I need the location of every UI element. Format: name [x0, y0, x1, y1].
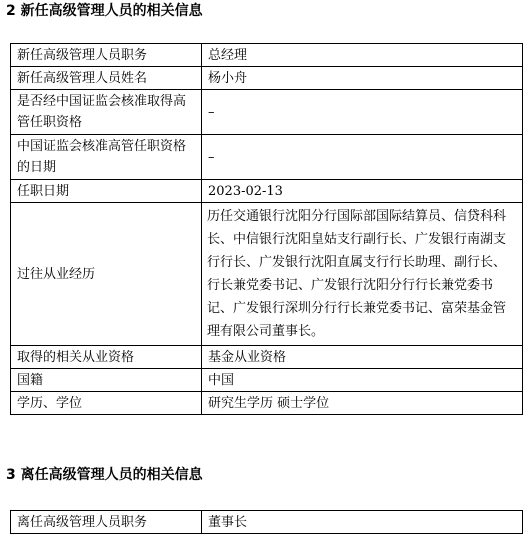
row-value-experience: 历任交通银行沈阳分行国际部国际结算员、信贷科科长、中信银行沈阳皇姑支行副行长、广发银行南湖支行行长、广发银行沈阳直属支行行长助理、副行长、行长兼党委书记、广发银行沈阳分行行长兼党委书记、广发银行深圳分行行长兼党委书记、富荣基金管理有限公司董事长。 [202, 203, 523, 346]
row-value-departing-position: 董事长 [202, 511, 523, 534]
row-label-approval: 是否经中国证监会核准取得高管任职资格 [11, 90, 202, 135]
row-label-experience: 过往从业经历 [11, 203, 202, 346]
table-row [11, 369, 523, 392]
table-row [11, 511, 523, 534]
new-manager-info-table [10, 43, 523, 415]
row-label-position: 新任高级管理人员职务 [11, 44, 202, 67]
row-label-nationality: 国籍 [11, 369, 202, 392]
row-value-position: 总经理 [202, 44, 523, 67]
table-row [11, 44, 523, 67]
table-row [11, 67, 523, 90]
table-row [11, 180, 523, 203]
section-3-heading: 3 离任高级管理人员的相关信息 [6, 467, 203, 483]
row-label-approval-date: 中国证监会核准高管任职资格的日期 [11, 135, 202, 180]
row-label-name: 新任高级管理人员姓名 [11, 67, 202, 90]
row-value-start-date: 2023-02-13 [202, 180, 523, 203]
table-row [11, 346, 523, 369]
table-row [11, 203, 523, 346]
row-label-education: 学历、学位 [11, 392, 202, 415]
departing-manager-info-table [10, 510, 523, 534]
section-2-heading: 2 新任高级管理人员的相关信息 [6, 3, 203, 19]
row-value-approval: – [202, 90, 523, 135]
row-label-qualification: 取得的相关从业资格 [11, 346, 202, 369]
row-value-education: 研究生学历 硕士学位 [202, 392, 523, 415]
row-label-departing-position: 离任高级管理人员职务 [11, 511, 202, 534]
row-value-qualification: 基金从业资格 [202, 346, 523, 369]
table-row [11, 392, 523, 415]
row-value-nationality: 中国 [202, 369, 523, 392]
table-row [11, 90, 523, 135]
table-row [11, 135, 523, 180]
row-value-approval-date: – [202, 135, 523, 180]
row-value-name: 杨小舟 [202, 67, 523, 90]
row-label-start-date: 任职日期 [11, 180, 202, 203]
